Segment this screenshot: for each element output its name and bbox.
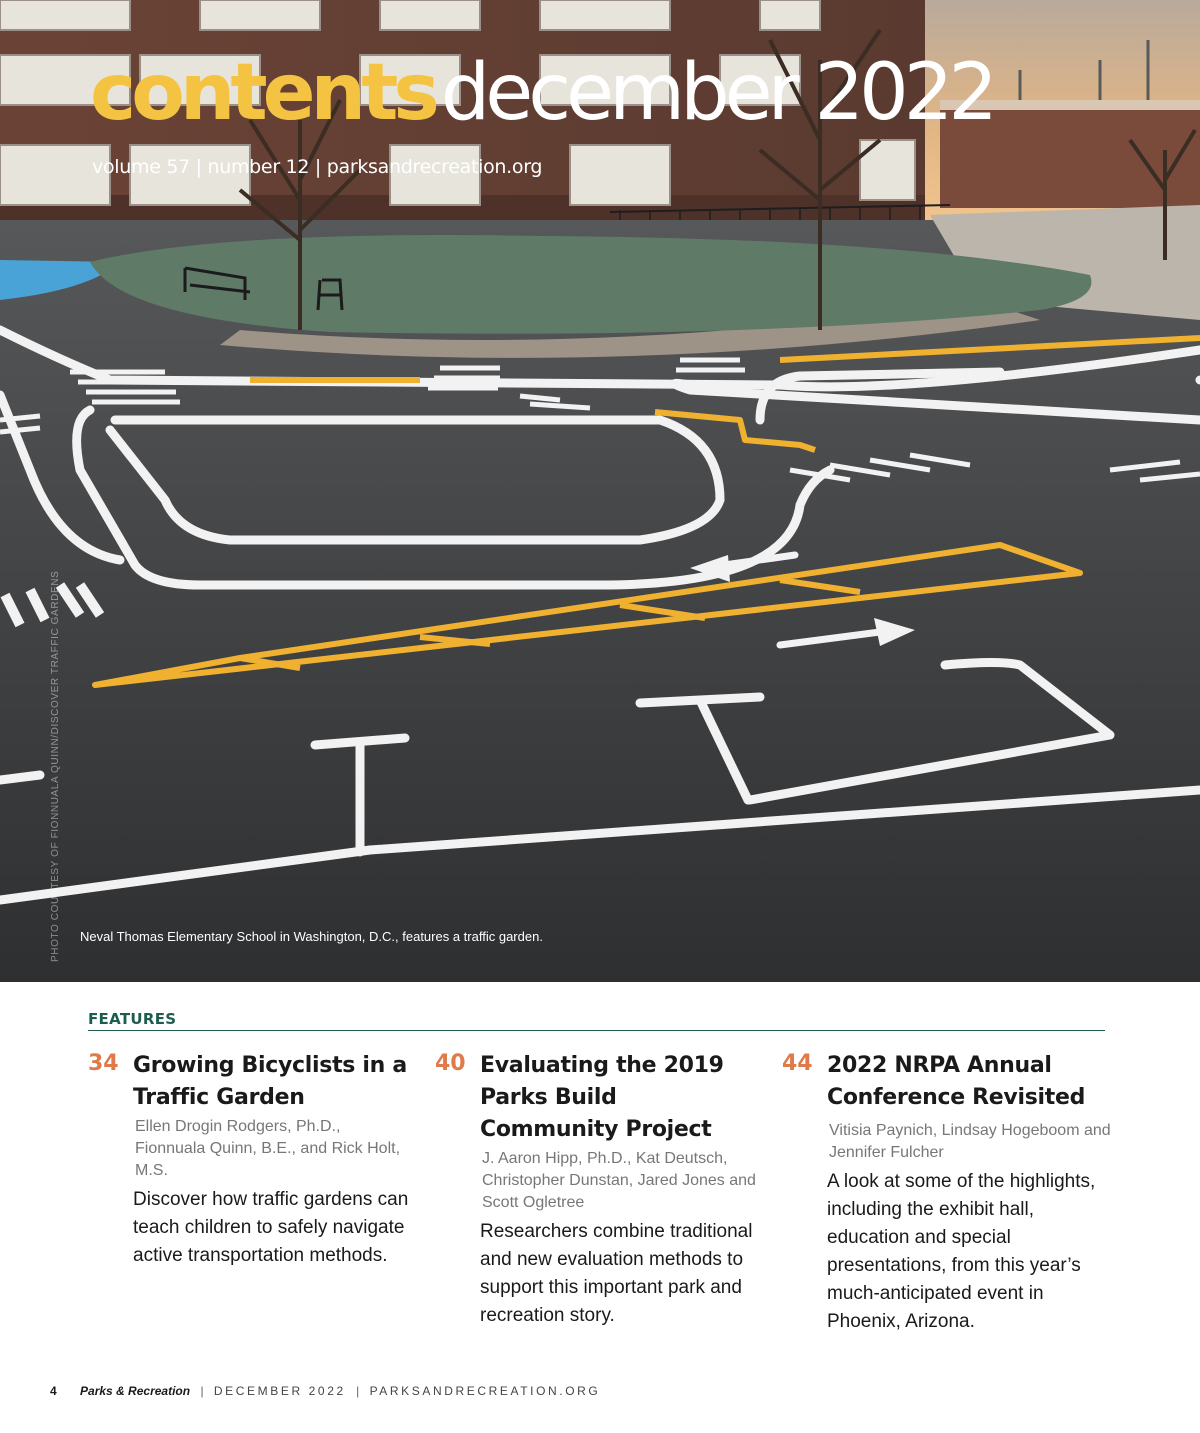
volume-info: volume 57 | number 12 | parksandrecreation.org bbox=[92, 156, 543, 178]
feature-page-number: 40 bbox=[435, 1051, 466, 1076]
footer-separator: | bbox=[356, 1384, 360, 1398]
page-footer bbox=[50, 1384, 600, 1398]
feature-title[interactable]: Evaluating the 2019 Parks Build Community Project bbox=[480, 1053, 724, 1142]
footer-issue: DECEMBER 2022 bbox=[213, 1384, 346, 1398]
page-number: 4 bbox=[50, 1384, 57, 1398]
masthead bbox=[90, 48, 994, 138]
features-section-header bbox=[88, 1010, 1105, 1031]
features-heading: FEATURES bbox=[88, 1010, 177, 1028]
magazine-name: Parks & Recreation bbox=[80, 1384, 191, 1398]
photo-credit: PHOTO COURTESY OF FIONNUALA QUINN/DISCOVER TRAFFIC GARDENS bbox=[50, 570, 61, 962]
footer-website-link[interactable]: PARKSANDRECREATION.ORG bbox=[369, 1384, 601, 1398]
feature-page-number: 44 bbox=[782, 1051, 813, 1076]
feature-title[interactable]: 2022 NRPA Annual Conference Revisited bbox=[827, 1053, 1086, 1110]
footer-separator: | bbox=[200, 1384, 204, 1398]
feature-description: Researchers combine traditional and new evaluation methods to support this important park and recreation story. bbox=[480, 1221, 753, 1326]
issue-date-heading: december 2022 bbox=[440, 48, 994, 138]
feature-description: Discover how traffic gardens can teach children to safely navigate active transportation methods. bbox=[133, 1189, 409, 1266]
feature-authors: Vitisia Paynich, Lindsay Hogeboom and Jennifer Fulcher bbox=[829, 1122, 1111, 1161]
feature-authors: J. Aaron Hipp, Ph.D., Kat Deutsch, Christopher Dunstan, Jared Jones and Scott Ogletree bbox=[482, 1150, 756, 1211]
photo-caption: Neval Thomas Elementary School in Washington, D.C., features a traffic garden. bbox=[80, 929, 543, 944]
contents-heading: contents bbox=[90, 48, 435, 138]
feature-authors: Ellen Drogin Rodgers, Ph.D., Fionnuala Quinn, B.E., and Rick Holt, M.S. bbox=[135, 1118, 401, 1179]
feature-title[interactable]: Growing Bicyclists in a Traffic Garden bbox=[133, 1053, 407, 1110]
feature-page-number: 34 bbox=[88, 1051, 119, 1076]
feature-description: A look at some of the highlights, including the exhibit hall, education and special presentations, from this year’s much-anticipated event in Phoenix, Arizona. bbox=[827, 1171, 1096, 1332]
